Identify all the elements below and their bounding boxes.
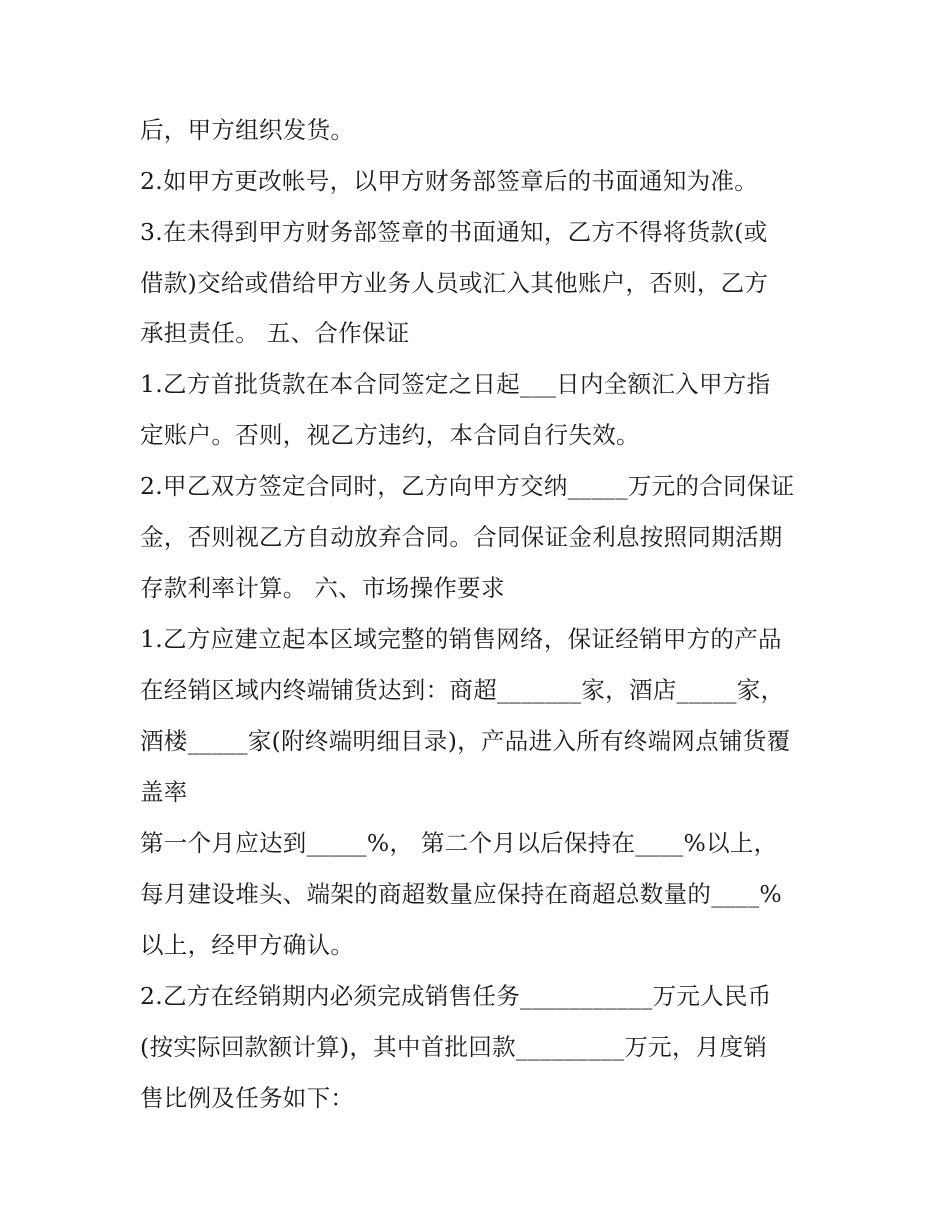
text-line: 3.在未得到甲方财务部签章的书面通知，乙方不得将货款(或 <box>140 218 768 246</box>
text-line: 后，甲方组织发货。 <box>140 116 355 144</box>
text-line: 借款)交给或借给甲方业务人员或汇入其他账户，否则，乙方 <box>140 269 769 297</box>
text-line: 1.乙方首批货款在本合同签定之日起___日内全额汇入甲方指 <box>140 370 771 398</box>
text-line: (按实际回款额计算)，其中首批回款_________万元，月度销 <box>140 1033 768 1061</box>
text-line: 承担责任。 五、合作保证 <box>140 319 410 347</box>
text-line: 2.如甲方更改帐号，以甲方财务部签章后的书面通知为准。 <box>140 167 759 195</box>
text-line: 定账户。否则，视乙方违约，本合同自行失效。 <box>140 421 640 449</box>
text-line: 第一个月应达到_____%， 第二个月以后保持在____%以上， <box>140 829 778 857</box>
text-line: 1.乙方应建立起本区域完整的销售网络，保证经销甲方的产品 <box>140 625 782 653</box>
text-line: 每月建设堆头、端架的商超数量应保持在商超总数量的____% <box>140 880 783 908</box>
text-line: 以上，经甲方确认。 <box>140 931 355 959</box>
text-line: 2.甲乙双方签定合同时，乙方向甲方交纳_____万元的合同保证 <box>140 472 795 500</box>
text-line: 2.乙方在经销期内必须完成销售任务___________万元人民币 <box>140 982 772 1010</box>
text-line: 盖率 <box>140 778 188 806</box>
text-line: 在经销区域内终端铺货达到：商超_______家，酒店_____家， <box>140 676 785 704</box>
text-line: 酒楼_____家(附终端明细目录)，产品进入所有终端网点铺货覆 <box>140 727 791 755</box>
text-line: 存款利率计算。 六、市场操作要求 <box>140 574 505 602</box>
text-line: 售比例及任务如下： <box>140 1084 355 1112</box>
text-line: 金，否则视乙方自动放弃合同。合同保证金利息按照同期活期 <box>140 523 783 551</box>
